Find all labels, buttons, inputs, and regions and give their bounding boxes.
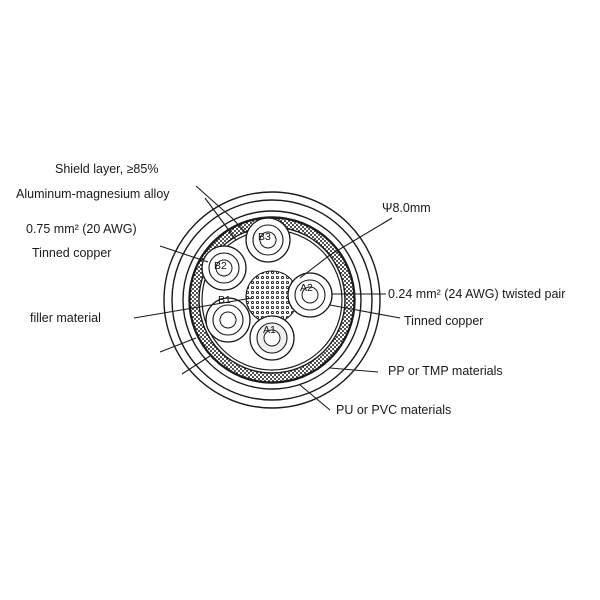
- label-filler-material: filler material: [30, 311, 101, 325]
- core-label-b3: B3: [258, 231, 271, 243]
- label-twisted-pair: 0.24 mm² (24 AWG) twisted pair: [388, 287, 566, 301]
- label-pp-tmp-materials: PP or TMP materials: [388, 364, 503, 378]
- core-label-a2: A2: [300, 282, 313, 294]
- label-diameter: Ψ8.0mm: [382, 201, 431, 215]
- core-label-a1: A1: [263, 324, 276, 336]
- core-label-b1: B1: [218, 294, 231, 306]
- label-tinned-copper-right: Tinned copper: [404, 314, 484, 328]
- core-label-b2: B2: [214, 260, 227, 272]
- conductor-a1: [250, 316, 294, 360]
- label-aluminum-magnesium-alloy: Aluminum-magnesium alloy: [16, 187, 170, 201]
- label-power-conductor-awg: 0.75 mm² (20 AWG): [26, 222, 137, 236]
- label-shield-layer: Shield layer, ≥85%: [55, 162, 159, 176]
- label-pu-pvc-materials: PU or PVC materials: [336, 403, 452, 417]
- conductor-a2: [288, 273, 332, 317]
- label-tinned-copper-left: Tinned copper: [32, 246, 112, 260]
